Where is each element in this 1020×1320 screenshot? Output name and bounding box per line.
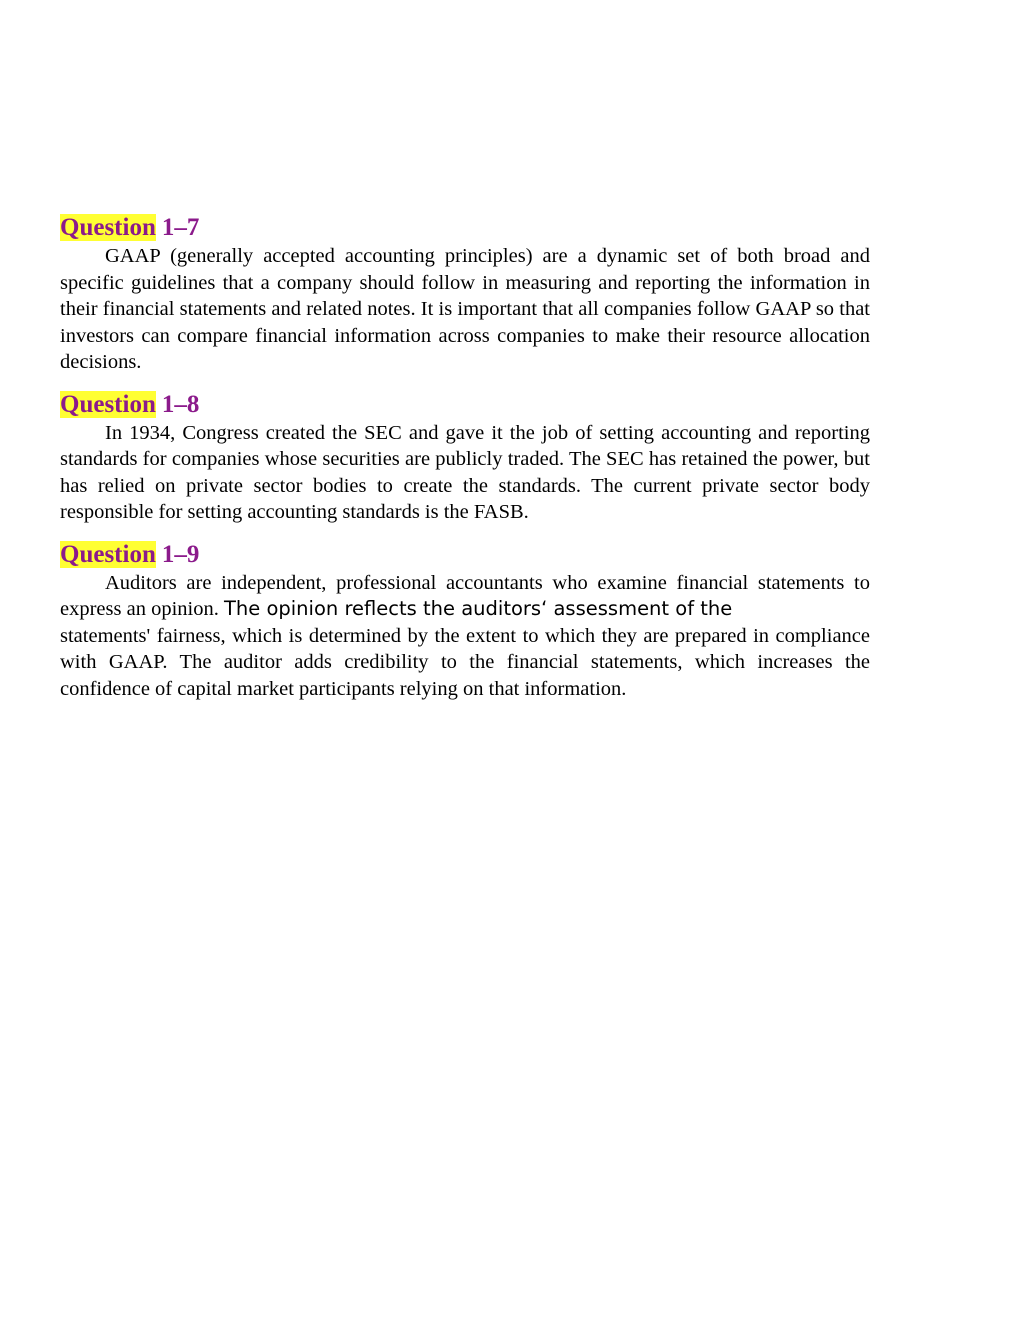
answer-text-insert: The opinion reflects the auditors‘ assessment of the [223,597,733,620]
question-number: 1–8 [161,390,200,418]
question-heading [60,212,870,243]
question-label: Question [60,390,156,418]
question-label: Question [60,540,156,568]
question-number: 1–9 [161,540,200,568]
answer-paragraph [60,570,870,623]
answer-paragraph-continued: statements' fairness, which is determined by the extent to which they are prepared in compliance with GAAP. The auditor adds credibility to the financial statements, which increases the confidence of capital market participants relying on that information. [60,624,870,700]
answer-text-start: Auditors are independent, professional accountants who examine financial statements to express an opinion. [60,571,870,620]
document-page [60,212,870,715]
question-section-1-9 [60,539,870,703]
answer-paragraph: In 1934, Congress created the SEC and gave it the job of setting accounting and reporting standards for companies whose securities are publicly traded. The SEC has retained the power, but has relied on private sector bodies to create the standards. The current private sector body responsible for setting accounting standards is the FASB. [60,421,870,523]
answer-paragraph: GAAP (generally accepted accounting principles) are a dynamic set of both broad and specific guidelines that a company should follow in measuring and reporting the information in their financial statements and related notes. It is important that all companies follow GAAP so that investors can compare financial information across companies to make their resource allocation decisions. [60,245,870,373]
question-section-1-7 [60,212,870,376]
question-heading [60,539,870,570]
question-section-1-8 [60,389,870,526]
question-number: 1–7 [161,214,200,241]
question-heading [60,389,870,420]
question-label: Question [60,214,156,241]
